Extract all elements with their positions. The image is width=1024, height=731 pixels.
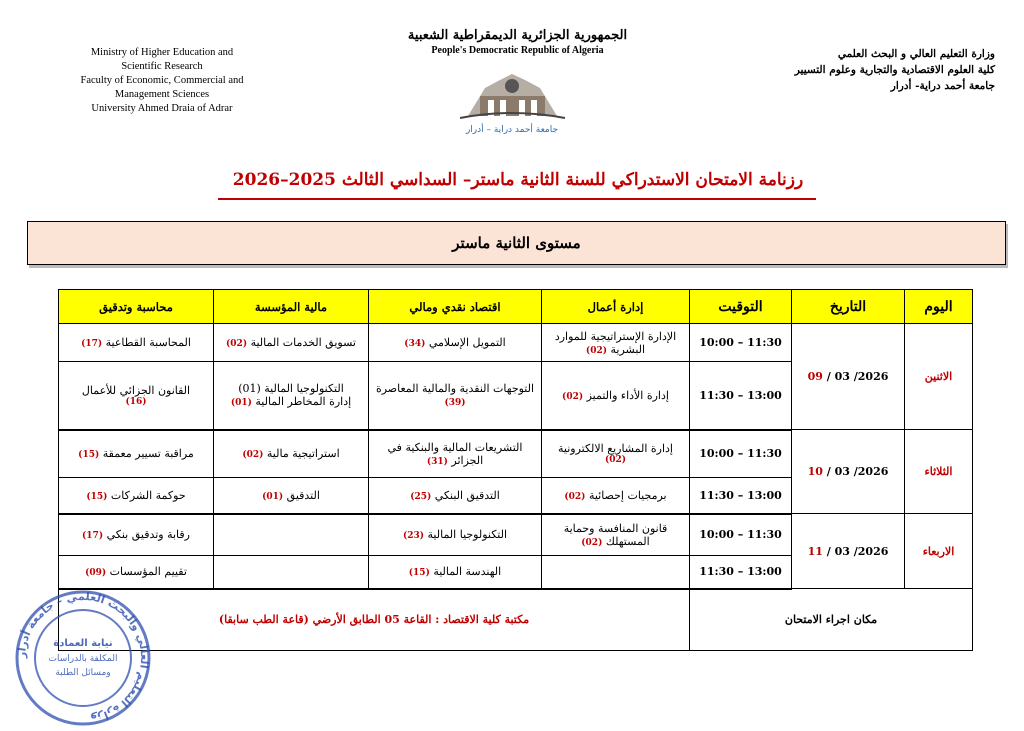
header-corporate-finance: مالية المؤسسة (214, 290, 369, 324)
subject-cell: التشريعات المالية والبنكية في الجزائر (31) (369, 430, 542, 478)
subject-cell: التكنولوجيا المالية (01) إدارة المخاطر المالية (01) (214, 362, 369, 430)
exam-place-label: مكان اجراء الامتحان (690, 589, 973, 651)
header-arabic-block (760, 46, 995, 94)
level-text: مستوى الثانية ماستر (452, 234, 581, 252)
subject-cell: قانون المنافسة وحماية المستهلك (02) (542, 514, 690, 556)
exam-schedule-table (58, 289, 973, 651)
header-monetary-economics: اقتصاد نقدي ومالي (369, 290, 542, 324)
subject-cell: التوجهات النقدية والمالية المعاصرة (39) (369, 362, 542, 430)
day-cell: الاثنين (905, 324, 973, 430)
table-row (59, 324, 973, 362)
header-day: اليوم (905, 290, 973, 324)
subject-cell: تقييم المؤسسات (09) (59, 556, 214, 589)
official-stamp-icon (8, 588, 158, 728)
date-cell: 2026/ 03 / 10 (792, 430, 905, 514)
header-date: التاريخ (792, 290, 905, 324)
republic-en: People's Democratic Republic of Algeria (431, 45, 604, 56)
time-cell: 11:30 – 13:00 (690, 478, 792, 514)
time-cell: 11:30 – 13:00 (690, 556, 792, 589)
day-cell: الاربعاء (905, 514, 973, 589)
header-republic (395, 28, 640, 56)
table-row (59, 514, 973, 556)
subject-cell: استراتيجية مالية (02) (214, 430, 369, 478)
subject-cell: برمجيات إحصائية (02) (542, 478, 690, 514)
schedule-title: رزنامة الامتحان الاستدراكي للسنة الثانية ماستر– السداسي الثالث 2025–2026 (232, 170, 804, 190)
time-cell: 10:00 – 11:30 (690, 430, 792, 478)
level-banner (27, 221, 1006, 265)
subject-cell (214, 556, 369, 589)
title-underline (218, 198, 816, 200)
subject-cell: رقابة وتدقيق بنكي (17) (59, 514, 214, 556)
subject-cell: المحاسبة القطاعية (17) (59, 324, 214, 362)
stamp-line: نيابة العمادة (53, 638, 113, 649)
header-en-line: Management Sciences (114, 89, 210, 100)
subject-cell: حوكمة الشركات (15) (59, 478, 214, 514)
subject-cell: الإدارة الإستراتيجية للموارد البشرية (02) (542, 324, 690, 362)
subject-cell: الهندسة المالية (15) (369, 556, 542, 589)
logo-caption: جامعة أحمد دراية – أدرار (465, 125, 559, 135)
table-header-row (59, 290, 973, 324)
subject-cell: مراقبة تسيير معمقة (15) (59, 430, 214, 478)
exam-place-row (59, 589, 973, 651)
subject-cell: التكنولوجيا المالية (23) (369, 514, 542, 556)
date-cell: 2026/ 03 / 11 (792, 514, 905, 589)
header-time: التوقيت (690, 290, 792, 324)
header-accounting-audit: محاسبة وتدقيق (59, 290, 214, 324)
subject-cell: التدقيق البنكي (25) (369, 478, 542, 514)
time-cell: 11:30 – 13:00 (690, 362, 792, 430)
header-english-block (62, 46, 262, 116)
subject-cell: تسويق الخدمات المالية (02) (214, 324, 369, 362)
subject-cell (214, 514, 369, 556)
time-cell: 10:00 – 11:30 (690, 324, 792, 362)
subject-cell: القانون الجزائي للأعمال (16) (59, 362, 214, 430)
table-row (59, 430, 973, 478)
stamp-outer-text: وزارة التعليم العالي والبحث العلمي – جامعة أدرار (14, 589, 152, 726)
header-en-line: Ministry of Higher Education and (90, 47, 234, 58)
subject-cell: إدارة المشاريع الالكترونية (02) (542, 430, 690, 478)
header-ar-line: وزارة التعليم العالي و البحث العلمي (837, 48, 995, 60)
header-ar-line: جامعة أحمد دراية- أدرار (890, 80, 995, 92)
header-en-line: Faculty of Economic, Commercial and (80, 75, 244, 86)
subject-cell (542, 556, 690, 589)
university-logo-icon (450, 68, 575, 138)
header-business-admin: إدارة أعمال (542, 290, 690, 324)
stamp-line: المكلفة بالدراسات (48, 654, 118, 664)
subject-cell: التمويل الإسلامي (34) (369, 324, 542, 362)
subject-cell: إدارة الأداء والتميز (02) (542, 362, 690, 430)
subject-cell: التدقيق (01) (214, 478, 369, 514)
date-cell: 2026/ 03 / 09 (792, 324, 905, 430)
header-ar-line: كلية العلوم الاقتصادية والتجارية وعلوم التسيير (794, 64, 995, 76)
header-en-line: University Ahmed Draia of Adrar (91, 103, 233, 114)
stamp-line: ومسائل الطلبة (55, 668, 111, 678)
time-cell: 10:00 – 11:30 (690, 514, 792, 556)
exam-place-value: مكتبة كلية الاقتصاد : القاعة 05 الطابق الأرضي (قاعة الطب سابقا) (59, 589, 690, 651)
day-cell: الثلاثاء (905, 430, 973, 514)
republic-ar: الجمهورية الجزائرية الديمقراطية الشعبية (407, 28, 628, 43)
header-en-line: Scientific Research (121, 61, 203, 72)
